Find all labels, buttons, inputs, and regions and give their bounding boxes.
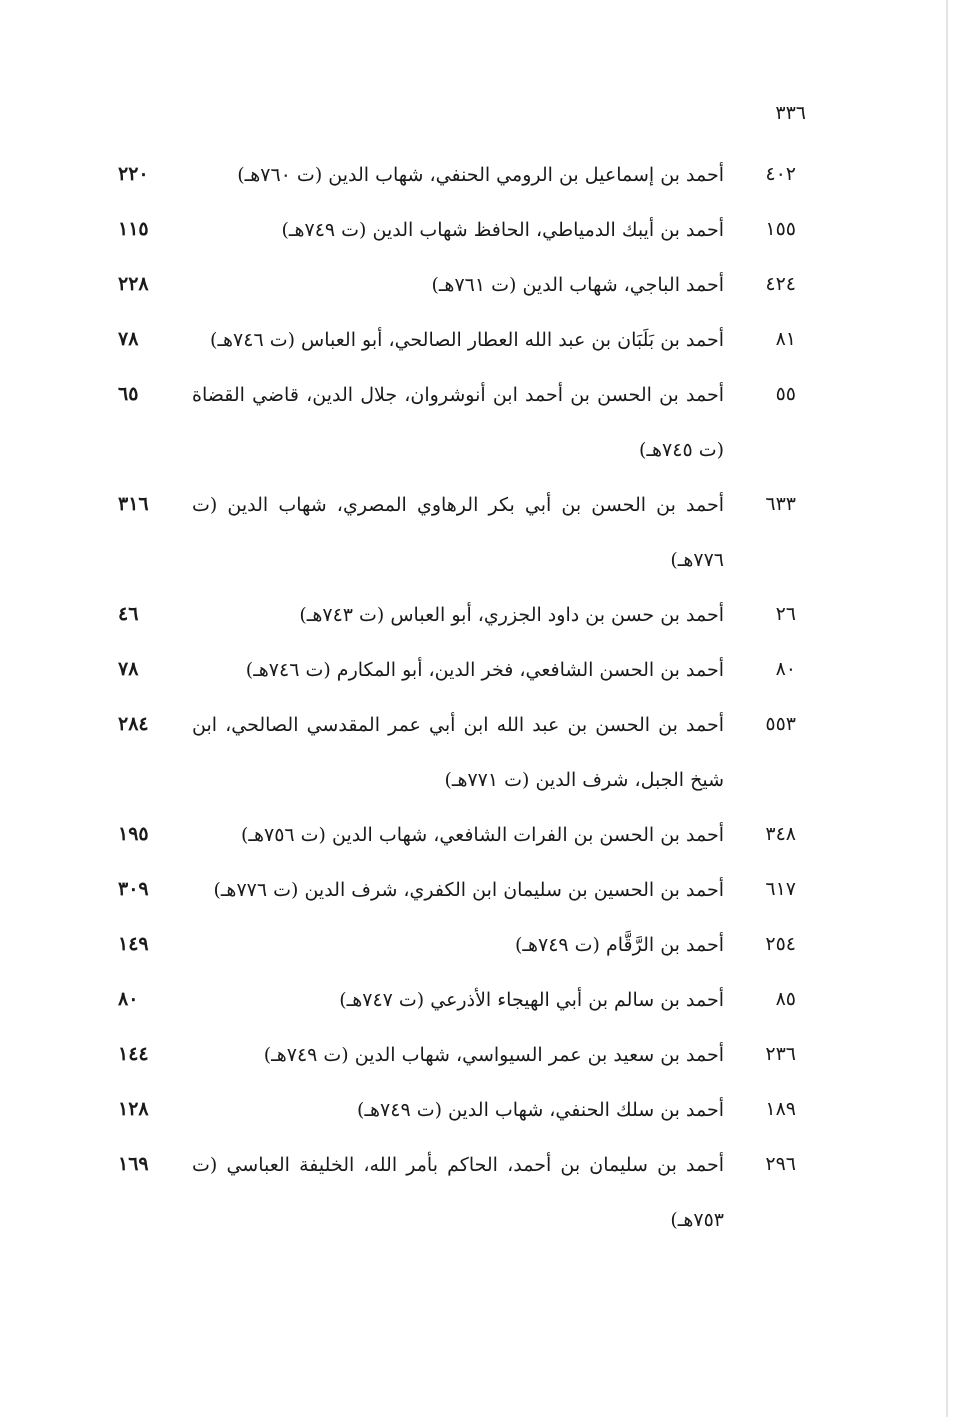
- entry-page-ref: ٨٠: [118, 988, 139, 1010]
- entry-number: ٨١: [775, 328, 796, 350]
- entry-number: ٤٠٢: [765, 163, 796, 185]
- entry-page-ref: ١١٥: [118, 218, 149, 240]
- entry-text: أحمد بن الحسن بن عبد الله ابن أبي عمر المقدسي الصالحي، ابن شيخ الجبل، شرف الدين (ت ٧٧١هـ): [192, 714, 724, 791]
- entry-text: أحمد بن الرَّقَّام (ت ٧٤٩هـ): [514, 934, 724, 956]
- entry-page-ref: ١٤٩: [118, 933, 149, 955]
- index-entry: [0, 368, 956, 478]
- entry-text: أحمد بن الحسن بن الفرات الشافعي، شهاب الدين (ت ٧٥٦هـ): [240, 824, 724, 846]
- entry-text: أحمد بن سعيد بن عمر السيواسي، شهاب الدين (ت ٧٤٩هـ): [263, 1044, 724, 1066]
- entry-number: ٥٥٣: [765, 713, 796, 735]
- index-list: [0, 148, 956, 1248]
- index-entry: [0, 203, 956, 258]
- entry-page-ref: ٢٢٠: [118, 163, 149, 185]
- entry-page-ref: ١٢٨: [118, 1098, 149, 1120]
- index-entry: [0, 698, 956, 808]
- index-entry: [0, 973, 956, 1028]
- entry-number: ٢٩٦: [765, 1153, 796, 1175]
- index-entry: [0, 918, 956, 973]
- index-entry: [0, 643, 956, 698]
- entry-text: أحمد بن سالم بن أبي الهيجاء الأذرعي (ت ٧٤٧هـ): [339, 989, 724, 1011]
- entry-text: أحمد بن بَلَبَان بن عبد الله العطار الصالحي، أبو العباس (ت ٧٤٦هـ): [210, 329, 724, 351]
- index-entry: [0, 808, 956, 863]
- entry-text: أحمد بن أيبك الدمياطي، الحافظ شهاب الدين (ت ٧٤٩هـ): [281, 219, 724, 241]
- entry-number: ٨٥: [775, 988, 796, 1010]
- entry-text: أحمد بن الحسن بن أحمد ابن أنوشروان، جلال الدين، قاضي القضاة (ت ٧٤٥هـ): [192, 384, 724, 461]
- entry-text: أحمد بن الحسن بن أبي بكر الرهاوي المصري، شهاب الدين (ت ٧٧٦هـ): [192, 494, 724, 571]
- entry-page-ref: ٢٨٤: [118, 713, 149, 735]
- index-entry: [0, 588, 956, 643]
- entry-number: ٨٠: [775, 658, 796, 680]
- entry-text: أحمد بن سليمان بن أحمد، الحاكم بأمر الله، الخليفة العباسي (ت ٧٥٣هـ): [192, 1154, 724, 1231]
- entry-number: ٥٥: [775, 383, 796, 405]
- entry-number: ٦١٧: [765, 878, 796, 900]
- page-number: ٣٣٦: [775, 102, 806, 124]
- entry-text: أحمد بن الحسن الشافعي، فخر الدين، أبو المكارم (ت ٧٤٦هـ): [245, 659, 724, 681]
- index-entry: [0, 863, 956, 918]
- entry-number: ٢٦: [775, 603, 796, 625]
- index-entry: [0, 1138, 956, 1248]
- entry-page-ref: ٣١٦: [118, 493, 149, 515]
- entry-page-ref: ٧٨: [118, 328, 139, 350]
- entry-number: ٢٣٦: [765, 1043, 796, 1065]
- entry-text: أحمد بن سلك الحنفي، شهاب الدين (ت ٧٤٩هـ): [357, 1099, 724, 1121]
- entry-page-ref: ١٦٩: [118, 1153, 149, 1175]
- entry-page-ref: ١٤٤: [118, 1043, 149, 1065]
- index-entry: [0, 1028, 956, 1083]
- entry-number: ٣٤٨: [765, 823, 796, 845]
- entry-number: ٢٥٤: [765, 933, 796, 955]
- entry-page-ref: ١٩٥: [118, 823, 149, 845]
- entry-number: ١٥٥: [765, 218, 796, 240]
- index-entry: [0, 478, 956, 588]
- index-entry: [0, 148, 956, 203]
- entry-page-ref: ٦٥: [118, 383, 139, 405]
- entry-page-ref: ٤٦: [118, 603, 139, 625]
- index-entry: [0, 1083, 956, 1138]
- entry-text: أحمد بن حسن بن داود الجزري، أبو العباس (ت ٧٤٣هـ): [299, 604, 724, 626]
- entry-text: أحمد بن الحسين بن سليمان ابن الكفري، شرف الدين (ت ٧٧٦هـ): [213, 879, 724, 901]
- entry-page-ref: ٣٠٩: [118, 878, 149, 900]
- entry-text: أحمد الباجي، شهاب الدين (ت ٧٦١هـ): [431, 274, 724, 296]
- entry-number: ٦٣٣: [765, 493, 796, 515]
- entry-number: ١٨٩: [765, 1098, 796, 1120]
- index-entry: [0, 258, 956, 313]
- entry-number: ٤٢٤: [765, 273, 796, 295]
- index-entry: [0, 313, 956, 368]
- entry-text: أحمد بن إسماعيل بن الرومي الحنفي، شهاب الدين (ت ٧٦٠هـ): [237, 164, 724, 186]
- entry-page-ref: ٢٢٨: [118, 273, 149, 295]
- entry-page-ref: ٧٨: [118, 658, 139, 680]
